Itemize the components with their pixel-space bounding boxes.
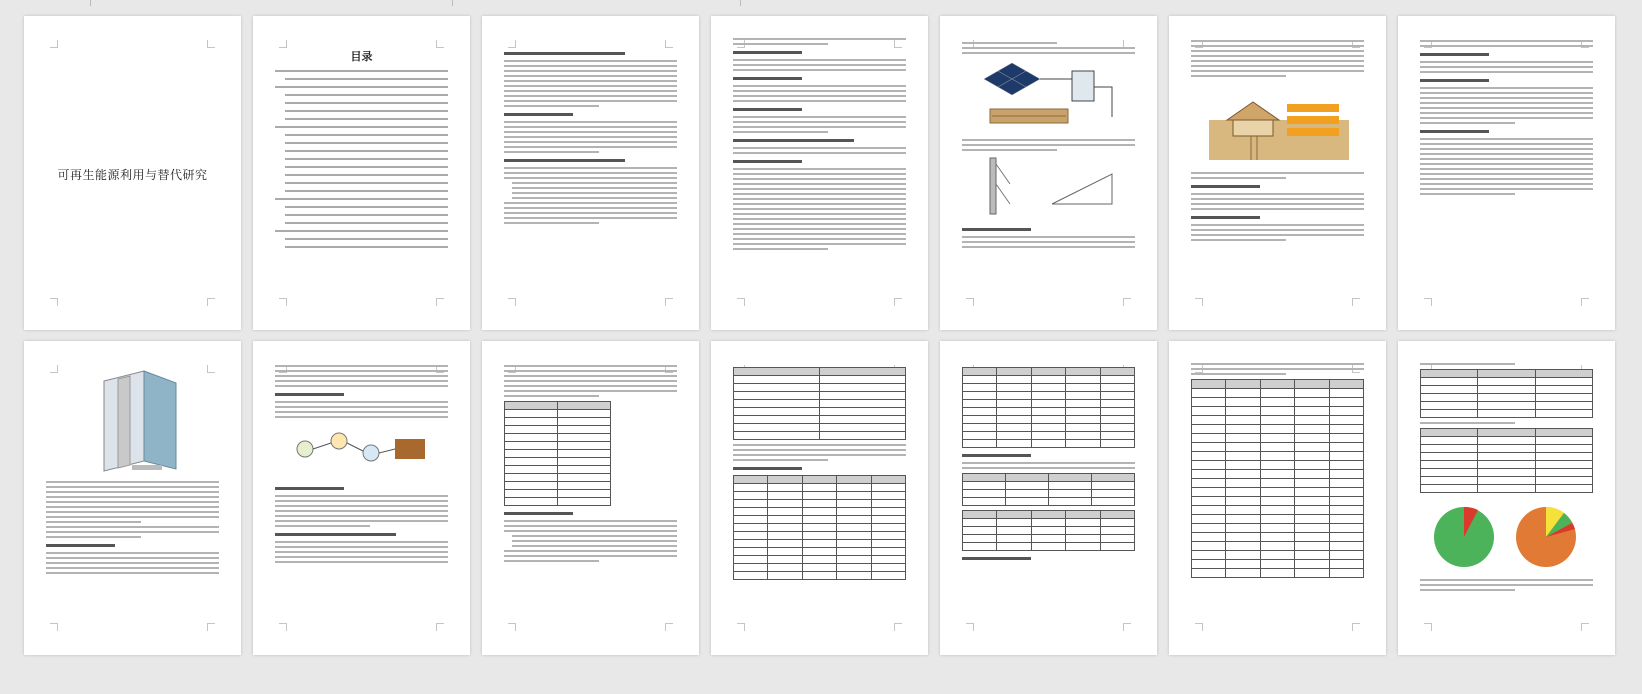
data-table (1420, 369, 1593, 418)
page-table-3[interactable] (482, 341, 699, 655)
data-table (504, 401, 611, 506)
page-text-7[interactable] (1398, 16, 1615, 330)
page-table-4[interactable] (711, 341, 928, 655)
page-text-3[interactable] (482, 16, 699, 330)
data-table (962, 510, 1135, 551)
data-table (962, 473, 1135, 506)
data-table (1191, 379, 1364, 578)
page-toc[interactable] (253, 16, 470, 330)
page-table-5[interactable] (940, 341, 1157, 655)
page-flow-figure[interactable] (253, 341, 470, 655)
data-table (1420, 428, 1593, 493)
solar-water-heater-figure (962, 57, 1135, 135)
crop-mark (740, 0, 741, 6)
page-cover[interactable] (24, 16, 241, 330)
data-table (733, 367, 906, 440)
energy-flow-figure (275, 421, 448, 477)
data-table (962, 367, 1135, 448)
data-table (733, 475, 906, 580)
panel-mount-figure (962, 154, 1135, 218)
page-table-6[interactable] (1169, 341, 1386, 655)
crop-mark (90, 0, 91, 6)
page-grid (24, 16, 1615, 655)
page-pie-charts[interactable] (1398, 341, 1615, 655)
page-solar-figures[interactable] (940, 16, 1157, 330)
crop-mark (452, 0, 453, 6)
toc-title: 目录 (350, 50, 373, 63)
cover-title: 可再生能源利用与替代研究 (57, 168, 208, 182)
ground-source-heat-figure (1191, 80, 1364, 168)
pie-charts-figure (1420, 497, 1593, 575)
page-house-figure[interactable] (1169, 16, 1386, 330)
page-text-4[interactable] (711, 16, 928, 330)
wall-layer-figure (46, 365, 219, 477)
page-wall-figure[interactable] (24, 341, 241, 655)
